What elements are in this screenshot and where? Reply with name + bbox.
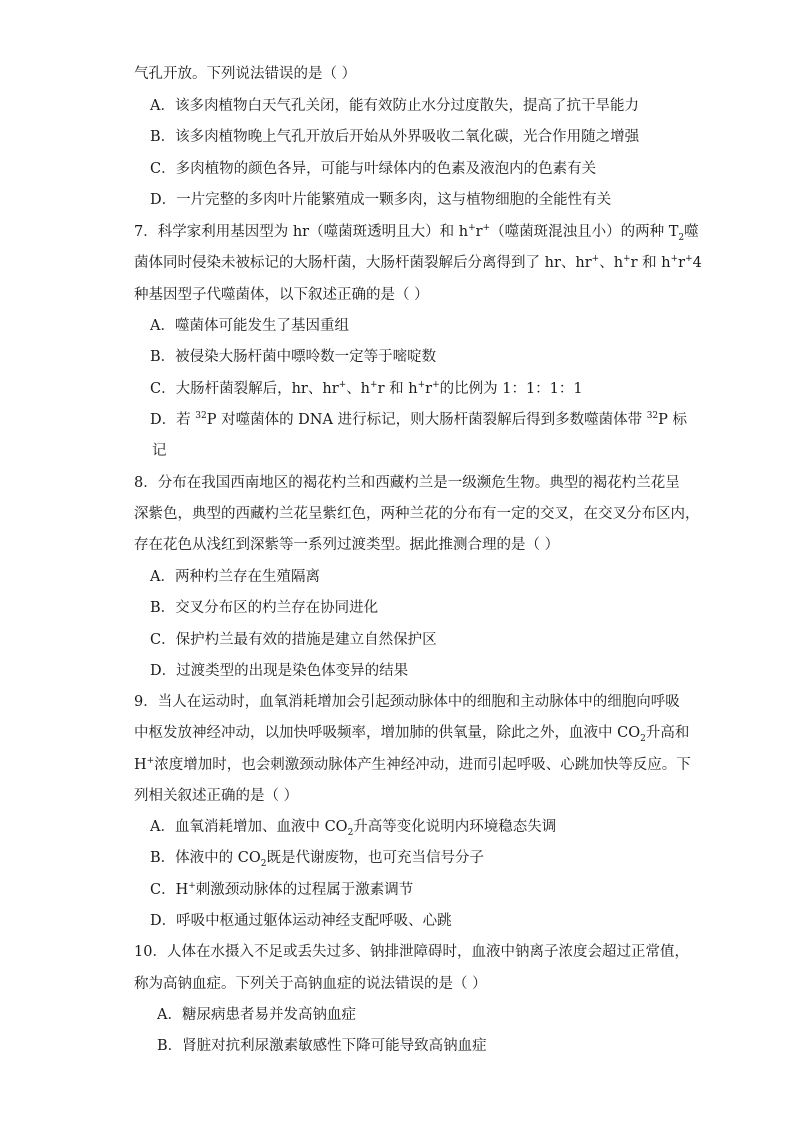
q6-option-a[interactable]: A．该多肉植物白天气孔关闭，能有效防止水分过度散失，提高了抗干旱能力 xyxy=(150,98,639,114)
q7-option-c-text: r xyxy=(425,381,433,397)
subscript-2: 2 xyxy=(347,827,354,838)
q9-stem-line-3 xyxy=(134,755,691,775)
q8-stem-line-1: 8．分布在我国西南地区的褐花杓兰和西藏杓兰是一级濒危生物。典型的褐花杓兰花呈 xyxy=(134,475,680,491)
q7-stem-text: 噬 xyxy=(684,224,699,240)
q6-option-b[interactable]: B．该多肉植物晚上气孔开放后开始从外界吸收二氧化碳，光合作用随之增强 xyxy=(150,129,640,145)
q9-stem-text: 浓度增加时，也会刺激颈动脉体产生神经冲动，进而引起呼吸、心跳加快等反应。下 xyxy=(154,757,691,773)
q7-stem-line-3: 种基因型子代噬菌体，以下叙述正确的是（ ） xyxy=(134,287,429,303)
q9-option-c-text: C．H xyxy=(150,882,189,898)
q10-option-a[interactable]: A．糖尿病患者易并发高钠血症 xyxy=(157,1007,356,1023)
q7-stem-text: r 和 h xyxy=(630,255,671,271)
q7-stem-text: r xyxy=(678,255,686,271)
q9-stem-text: 中枢发放神经冲动，以加快呼吸频率，增加肺的供氧量，除此之外，血液中 CO xyxy=(134,725,641,741)
superscript-32: 32 xyxy=(646,411,659,422)
q7-option-c-text: 、h xyxy=(346,381,371,397)
superscript-plus: + xyxy=(432,380,440,391)
q7-option-d-text: P 对噬菌体的 DNA 进行标记，则大肠杆菌裂解后得到多数噬菌体带 xyxy=(206,412,647,428)
q9-stem-line-2 xyxy=(134,723,689,743)
q7-stem-line-2 xyxy=(134,253,702,273)
q9-option-a-text: A．血氧消耗增加、血液中 CO xyxy=(150,819,348,835)
q10-stem-line-2: 称为高钠血症。下列关于高钠血症的说法错误的是（ ） xyxy=(134,976,487,992)
q9-option-c-text: 刺激颈动脉体的过程属于激素调节 xyxy=(195,882,414,898)
q8-option-c[interactable]: C．保护杓兰最有效的措施是建立自然保护区 xyxy=(150,632,437,648)
q7-option-a[interactable]: A．噬菌体可能发生了基因重组 xyxy=(150,318,349,334)
superscript-plus: + xyxy=(338,380,347,391)
superscript-plus: + xyxy=(591,254,600,265)
q9-stem-line-1: 9．当人在运动时，血氧消耗增加会引起颈动脉体中的细胞和主动脉体中的细胞向呼吸 xyxy=(134,694,680,710)
q8-stem-line-2: 深紫色，典型的西藏杓兰花呈紫红色，两种兰花的分布有一定的交叉，在交叉分布区内， xyxy=(134,506,700,522)
q9-stem-text: H xyxy=(134,757,147,773)
subscript-2: 2 xyxy=(260,858,267,869)
q7-option-c-text: C．大肠杆菌裂解后，hr、hr xyxy=(150,381,339,397)
q7-option-c-text: r 和 h xyxy=(377,381,418,397)
q9-stem-text: 升高和 xyxy=(645,725,690,741)
q8-option-a[interactable]: A．两种杓兰存在生殖隔离 xyxy=(150,569,320,585)
superscript-plus: + xyxy=(146,756,155,767)
superscript-plus: + xyxy=(623,254,631,265)
q7-option-c-text: 的比例为 1：1：1：1 xyxy=(439,381,583,397)
q9-option-b-text: B．体液中的 CO xyxy=(150,850,261,866)
q9-option-b-text: 既是代谢废物，也可充当信号分子 xyxy=(266,850,484,866)
q6-stem-tail: 气孔开放。下列说法错误的是（ ） xyxy=(134,66,357,82)
superscript-32: 32 xyxy=(195,411,207,422)
q7-option-c[interactable] xyxy=(150,379,583,399)
q8-option-d[interactable]: D．过渡类型的出现是染色体变异的结果 xyxy=(150,663,409,679)
superscript-plus: + xyxy=(670,254,679,265)
q6-option-c[interactable]: C．多肉植物的颜色各异，可能与叶绿体内的色素及液泡内的色素有关 xyxy=(150,161,597,177)
q8-option-b[interactable]: B．交叉分布区的杓兰存在协同进化 xyxy=(150,600,379,616)
q7-stem-text: r xyxy=(475,224,483,240)
q7-stem-text: （噬菌斑混浊且小）的两种 T xyxy=(490,224,679,240)
q10-stem-line-1: 10．人体在水摄入不足或丢失过多、钠排泄障碍时，血液中钠离子浓度会超过正常值， xyxy=(134,944,689,960)
q8-stem-line-3: 存在花色从浅红到深紫等一系列过渡类型。据此推测合理的是（ ） xyxy=(134,537,560,553)
q9-option-a[interactable] xyxy=(150,817,556,837)
q9-option-a-text: 升高等变化说明内环境稳态失调 xyxy=(353,819,557,835)
superscript-plus: + xyxy=(188,881,196,892)
q9-option-b[interactable] xyxy=(150,848,484,868)
superscript-plus: + xyxy=(417,380,426,391)
q6-option-d[interactable]: D．一片完整的多肉叶片能繁殖成一颗多肉，这与植物细胞的全能性有关 xyxy=(150,192,612,208)
q7-option-d-text: P 标 xyxy=(658,412,688,428)
superscript-plus: + xyxy=(685,254,693,265)
q7-stem-text: 4 xyxy=(692,255,702,271)
q7-stem-text: 7．科学家利用基因型为 hr（噬菌斑透明且大）和 h xyxy=(134,224,469,240)
q9-option-c[interactable] xyxy=(150,880,413,900)
superscript-plus: + xyxy=(370,380,378,391)
superscript-plus: + xyxy=(468,223,476,234)
q7-stem-line-1 xyxy=(134,222,699,242)
subscript-2: 2 xyxy=(640,733,646,744)
q7-option-d-text: D．若 xyxy=(150,412,196,428)
q7-stem-text: 菌体同时侵染未被标记的大肠杆菌，大肠杆菌裂解后分离得到了 hr、hr xyxy=(134,255,592,271)
q7-stem-text: 、h xyxy=(599,255,624,271)
q9-stem-line-4: 列相关叙述正确的是（ ） xyxy=(134,788,299,804)
subscript-2: 2 xyxy=(678,232,685,243)
q9-option-d[interactable]: D．呼吸中枢通过躯体运动神经支配呼吸、心跳 xyxy=(150,913,452,929)
superscript-plus: + xyxy=(482,223,491,234)
q7-option-b[interactable]: B．被侵染大肠杆菌中嘌呤数一定等于嘧啶数 xyxy=(150,349,437,365)
q7-option-d-continuation: 记 xyxy=(152,443,167,459)
q7-option-d[interactable] xyxy=(150,410,687,430)
q10-option-b[interactable]: B．肾脏对抗利尿激素敏感性下降可能导致高钠血症 xyxy=(157,1038,487,1054)
